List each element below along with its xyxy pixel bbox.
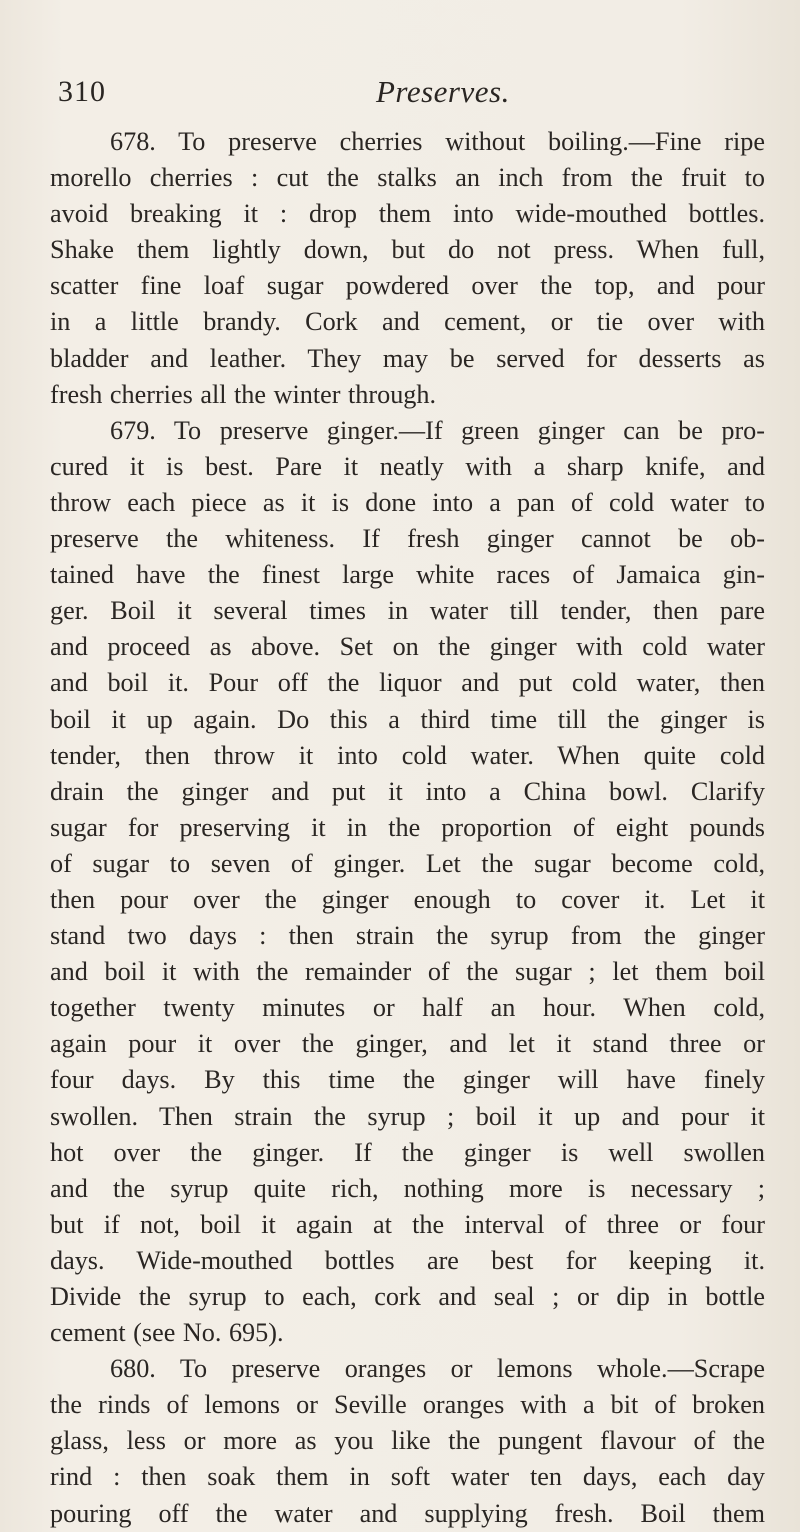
text-line: days. Wide-mouthed bottles are best for keeping it. (50, 1245, 765, 1275)
text-line: preserve the whiteness. If fresh ginger cannot be ob- (50, 524, 765, 554)
text-line: cured it is best. Pare it neatly with a sharp knife, and (50, 451, 765, 481)
text-line: cement (see No. 695). (50, 1318, 284, 1348)
text-line: and boil it with the remainder of the sugar ; let them boil (50, 957, 765, 987)
text-line: and the syrup quite rich, nothing more is necessary ; (50, 1173, 765, 1203)
text-line: Shake them lightly down, but do not press. When full, (50, 235, 765, 265)
text-line: and proceed as above. Set on the ginger with cold water (50, 632, 765, 662)
running-title: Preserves. (376, 74, 510, 109)
text-line: swollen. Then strain the syrup ; boil it up and pour it (50, 1101, 765, 1131)
text-line: pouring off the water and supplying fresh. Boil them (50, 1498, 765, 1528)
text-line: in a little brandy. Cork and cement, or tie over with (50, 307, 765, 337)
text-line: scatter fine loaf sugar powdered over the top, and pour (50, 271, 765, 301)
text-line: ger. Boil it several times in water till tender, then pare (50, 596, 765, 626)
text-line: morello cherries : cut the stalks an inch from the fruit to (50, 163, 765, 193)
running-head (58, 72, 758, 112)
text-line: tained have the finest large white races of Jamaica gin- (50, 560, 765, 590)
text-line: hot over the ginger. If the ginger is well swollen (50, 1137, 765, 1167)
text-line: throw each piece as it is done into a pan of cold water to (50, 487, 765, 517)
text-line: sugar for preserving it in the proportion of eight pounds (50, 812, 765, 842)
text-line: four days. By this time the ginger will have finely (50, 1065, 765, 1095)
text-line: together twenty minutes or half an hour. When cold, (50, 993, 765, 1023)
text-line: 680. To preserve oranges or lemons whole.—Scrape (110, 1354, 765, 1384)
text-line: 679. To preserve ginger.—If green ginger can be pro- (110, 415, 765, 445)
text-line: stand two days : then strain the syrup from the ginger (50, 921, 765, 951)
text-line: and boil it. Pour off the liquor and put cold water, then (50, 668, 765, 698)
text-line: drain the ginger and put it into a China bowl. Clarify (50, 776, 765, 806)
text-line: 678. To preserve cherries without boiling.—Fine ripe (110, 127, 765, 156)
text-line: the rinds of lemons or Seville oranges with a bit of broken (50, 1390, 765, 1420)
text-line: glass, less or more as you like the pungent flavour of the (50, 1426, 765, 1456)
text-line: rind : then soak them in soft water ten days, each day (50, 1462, 765, 1492)
text-line: boil it up again. Do this a third time till the ginger is (50, 704, 765, 734)
text-line: fresh cherries all the winter through. (50, 379, 437, 409)
text-line: bladder and leather. They may be served for desserts as (50, 343, 765, 373)
text-line: tender, then throw it into cold water. When quite cold (50, 740, 765, 770)
text-line: avoid breaking it : drop them into wide-mouthed bottles. (50, 199, 765, 229)
text-line: of sugar to seven of ginger. Let the sugar become cold, (50, 848, 765, 878)
body-text (50, 124, 765, 1532)
text-line: Divide the syrup to each, cork and seal ; or dip in bottle (50, 1282, 765, 1311)
text-line: again pour it over the ginger, and let it stand three or (50, 1029, 765, 1059)
page-number: 310 (58, 75, 106, 108)
text-line: then pour over the ginger enough to cover it. Let it (50, 884, 765, 914)
text-line: but if not, boil it again at the interval of three or four (50, 1209, 765, 1239)
